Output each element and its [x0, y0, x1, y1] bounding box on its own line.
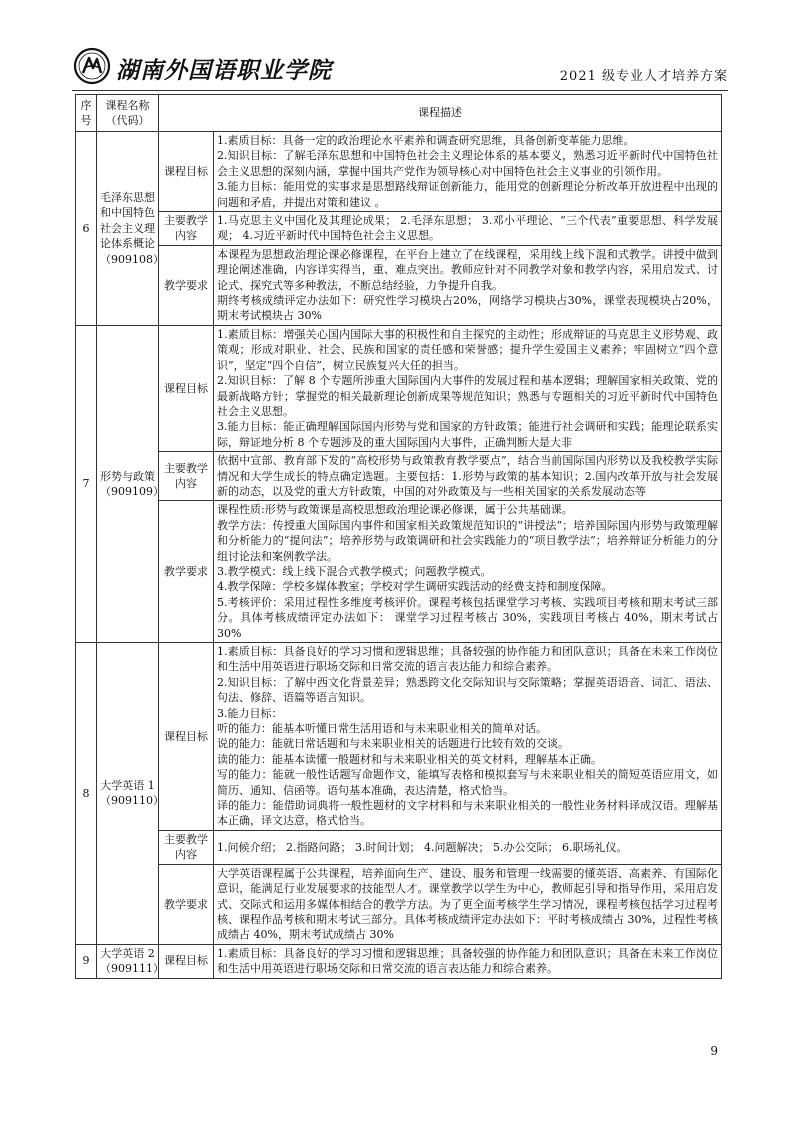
table-row	[76, 245, 722, 325]
content-line: 教学方法：传授重大国际国内事件和国家相关政策规范知识的“讲授法”；培养国际国内形势与政策理解和分析能力的“提问法”；培养形势与政策调研和社会实践能力的“项目教学法”；培养辩证分析能力的分组讨论法和案例教学法。	[217, 518, 718, 563]
content-line: 译的能力：能借助词典将一般性题材的文字材料和与未来职业相关的一般性业务材料译成汉语。理解基本正确，译文达意，格式恰当。	[217, 799, 718, 828]
row-number: 9	[76, 944, 97, 978]
content-line: 1.问候介绍； 2.指路问路； 3.时间计划； 4.问题解决； 5.办公交际； 6.职场礼仪。	[217, 840, 628, 854]
table-row	[76, 830, 722, 864]
section-label: 主要教学内容	[159, 452, 214, 501]
table-row	[76, 944, 722, 978]
content-line: 1.素质目标：增强关心国内国际大事的积极性和自主探究的主动性；形成辩证的马克思主义形势观、政策观；形成对职业、社会、民族和国家的责任感和荣誉感；提升学生爱国主义素养；牢固树立“四个意识”，坚定“四个自信”，树立民族复兴大任的担当。	[217, 327, 718, 372]
document-title: 2021 级专业人才培养方案	[559, 69, 728, 84]
section-content	[214, 501, 722, 643]
content-line: 本课程为思想政治理论课必修课程，在平台上建立了在线课程，采用线上线下混和式教学。讲授中做到理论阐述准确，内容详实得当，重、难点突出。教师应针对不同教学对象和教学内容，采用启发式、讨论式、探究式等多种教法，不断总结经验，力争提升自我。	[217, 247, 718, 292]
section-label: 主要教学内容	[159, 212, 214, 246]
content-line: 1.素质目标：具备良好的学习习惯和逻辑思维；具备较强的协作能力和团队意识；具备在未来工作岗位和生活中用英语进行职场交际和日常交流的语言表达能力和综合素养。	[217, 946, 718, 976]
row-number: 6	[76, 132, 97, 326]
page-header	[72, 44, 728, 91]
content-line: 大学英语课程属于公共课程，培养面向生产、建设、服务和管理一线需要的懂英语、高素养、有国际化意识，能满足行业发展要求的技能型人才。课堂教学以学生为中心，教师起引导和指导作用，采用启发式、交际式和运用多媒体相结合的教学方法。为了更全面考核学生学习情况，课程考核包括学习过程考核、课程作品考核和期末考试三部分。具体考核成绩评定办法如下：平时考核成绩占 30%，过程性考核成绩占 40%，期末考试成绩占 30%	[217, 866, 718, 942]
table-row	[76, 643, 722, 831]
content-line: 2.知识目标：了解中西文化背景差异；熟悉跨文化交际知识与交际策略；掌握英语语音、词汇、语法、句法、修辞、语篇等语言知识。	[217, 675, 718, 705]
header-course-name: 课程名称（代码）	[97, 95, 159, 132]
content-line: 3.教学模式：线上线下混合式教学模式；问题教学模式。	[217, 564, 492, 578]
section-label: 教学要求	[159, 864, 214, 944]
content-line: 课程性质:形势与政策课是高校思想政治理论课必修课，属于公共基础课。	[217, 503, 573, 517]
content-line: 3.能力目标：	[217, 706, 283, 720]
section-label: 课程目标	[159, 132, 214, 212]
content-line: 5.考核评价：采用过程性多维度考核评价。课程考核包括课堂学习考核、实践项目考核和期末考试三部分。具体考核成绩评定办法如下： 课堂学习过程考核占 30%，实践项目考核占 40%，期末考试占 30%	[217, 595, 718, 640]
course-name: 形势与政策（909109）	[97, 325, 159, 642]
course-table	[75, 94, 722, 979]
content-line: 2.知识目标：了解毛泽东思想和中国特色社会主义理论体系的基本要义，熟悉习近平新时代中国特色社会主义思想的深刻内涵，掌握中国共产党作为领导核心对中国特色社会主义事业的引领作用。	[217, 149, 718, 178]
table-row	[76, 132, 722, 212]
content-line: 依据中宣部、教育部下发的“高校形势与政策教育教学要点”，结合当前国际国内形势以及我校教学实际情况和大学生成长的特点确定选题。主要包括：1.形势与政策的基本知识；2.国内改革开放与社会发展新的动态，以及党的重大方针政策，中国的对外政策及与一些相关国家的关系发展动态等	[217, 454, 718, 498]
content-line: 说的能力：能就日常话题和与未来职业相关的话题进行比较有效的交谈。	[217, 737, 569, 751]
section-label: 课程目标	[159, 325, 214, 451]
section-label: 教学要求	[159, 501, 214, 643]
row-number: 8	[76, 643, 97, 945]
section-content	[214, 245, 722, 325]
section-label: 课程目标	[159, 643, 214, 831]
content-line: 读的能力：能基本读懂一般题材和与未来职业相关的英文材料，理解基本正确。	[217, 752, 602, 766]
course-name: 大学英语 1（909110）	[97, 643, 159, 945]
section-content	[214, 132, 722, 212]
section-label: 教学要求	[159, 245, 214, 325]
row-number: 7	[76, 325, 97, 642]
table-row	[76, 325, 722, 451]
table-header-row	[76, 95, 722, 132]
header-no: 序号	[76, 95, 97, 132]
content-line: 1.马克思主义中国化及其理论成果； 2.毛泽东思想； 3.邓小平理论、“三个代表”重要思想、科学发展观； 4.习近平新时代中国特色社会主义思想。	[217, 214, 718, 243]
school-name-calligraphy: 湖南外国语职业学院	[116, 57, 332, 84]
section-content	[214, 864, 722, 944]
content-line: 期终考核成绩评定办法如下：研究性学习模块占20%，网络学习模块占30%，课堂表现模块占20%，期末考试模块占 30%	[217, 294, 718, 323]
section-label: 课程目标	[159, 944, 214, 978]
section-content	[214, 452, 722, 501]
content-line: 3.能力目标：能用党的实事求是思想路线辩证创新能力，能用党的创新理论分析改革开放进程中出现的问题和矛盾，并提出对策和建议 。	[217, 180, 718, 209]
page-number: 9	[710, 1044, 718, 1058]
content-line: 3.能力目标：能正确理解国际国内形势与党和国家的方针政策；能进行社会调研和实践；能理论联系实际，辩证地分析 8 个专题涉及的重大国际国内大事件，正确判断大是大非	[217, 420, 718, 449]
content-line: 2.知识目标：了解 8 个专题所涉重大国际国内大事件的发展过程和基本逻辑；理解国家相关政策、党的最新战略方针；掌握党的相关最新理论创新成果等规范知识；熟悉与专题相关的习近平新时代中国特色社会主义思想。	[217, 374, 718, 418]
content-line: 4.教学保障：学校多媒体教室；学校对学生调研实践活动的经费支持和制度保障。	[217, 580, 613, 594]
content-line: 1.素质目标：具备良好的学习习惯和逻辑思维；具备较强的协作能力和团队意识；具备在未来工作岗位和生活中用英语进行职场交际和日常交流的语言表达能力和综合素养。	[217, 645, 718, 674]
content-line: 听的能力：能基本听懂日常生活用语和与未来职业相关的简单对话。	[217, 722, 547, 736]
table-row	[76, 501, 722, 643]
section-content	[214, 643, 722, 831]
content-line: 1.素质目标：具备一定的政治理论水平素养和调查研究思维，具备创新变革能力思维。	[217, 134, 635, 147]
table-row	[76, 864, 722, 944]
course-name: 大学英语 2（909111）	[97, 944, 159, 978]
section-content	[214, 212, 722, 246]
school-logo	[72, 46, 372, 86]
section-content	[214, 830, 722, 864]
header-description: 课程描述	[159, 95, 722, 132]
table-row	[76, 452, 722, 501]
table-body	[76, 132, 722, 979]
content-line: 写的能力：能就一般性话题写命题作文，能填写表格和模拟套写与未来职业相关的简短英语应用文，如简历、通知、信函等。语句基本准确，表达清楚，格式恰当。	[217, 768, 718, 797]
table-row	[76, 212, 722, 246]
section-label: 主要教学内容	[159, 830, 214, 864]
section-content	[214, 944, 722, 978]
course-name: 毛泽东思想和中国特色 社会主义理论体系概论（909108）	[97, 132, 159, 326]
section-content	[214, 325, 722, 451]
